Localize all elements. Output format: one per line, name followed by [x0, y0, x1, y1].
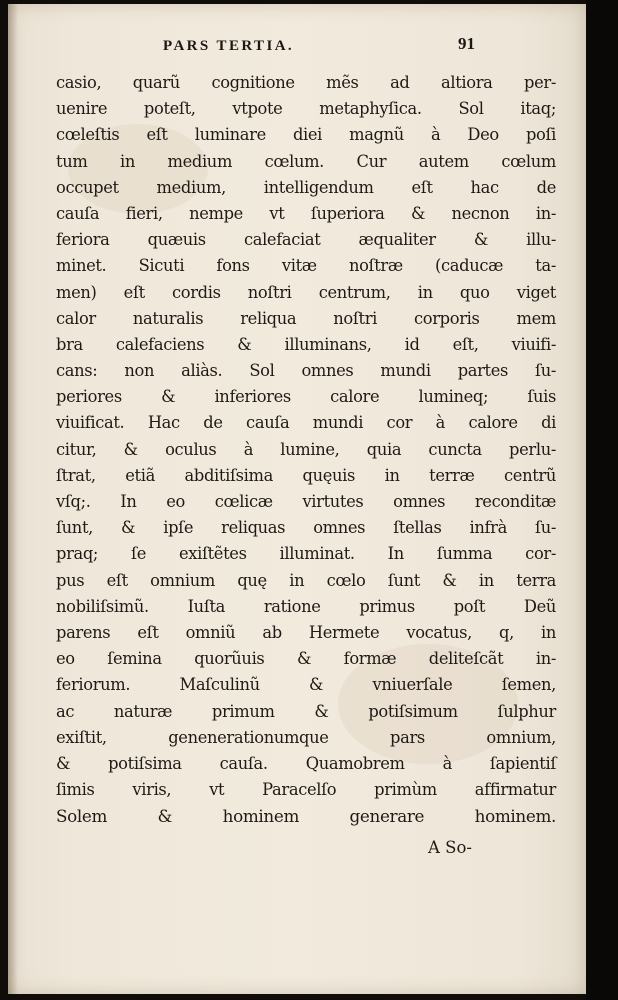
text-line: ſtrat, etiã abditiſsima quęuis in terræ centrũ: [56, 465, 556, 485]
text-line: minet. Sicuti fons vitæ noſtræ (caducæ ta-: [56, 256, 556, 276]
text-line: calor naturalis reliqua noſtri corporis mem: [56, 308, 556, 328]
text-line: eo ſemina quorũuis & formæ deliteſcãt in-: [56, 649, 556, 669]
text-line: & potiſsima cauſa. Quamobrem à ſapientiſ: [56, 753, 556, 773]
text-line: ac naturæ primum & potiſsimum ſulphur: [56, 701, 556, 721]
text-line: cœleſtis eſt luminare diei magnũ à Deo poſi: [56, 125, 556, 145]
body-text-block: [56, 70, 556, 829]
text-line: pus eſt omnium quę in cœlo ſunt & in terra: [56, 570, 556, 590]
page-number: 91: [458, 34, 475, 53]
page-sheet: [8, 4, 586, 994]
text-line: tum in medium cœlum. Cur autem cœlum: [56, 151, 556, 171]
text-line: nobiliſsimũ. Iuſta ratione primus poſt Deũ: [56, 596, 556, 616]
running-head: [8, 34, 586, 60]
catchword: A So-: [428, 838, 472, 857]
page-edge-dark: [586, 0, 618, 1000]
text-line: ſunt, & ipſe reliquas omnes ſtellas infrà ſu-: [56, 518, 556, 538]
running-title: PARS TERTIA.: [163, 38, 295, 54]
text-line: parens eſt omniũ ab Hermete vocatus, q, in: [56, 622, 556, 642]
text-line: viuificat. Hac de cauſa mundi cor à calore di: [56, 413, 556, 433]
text-line: vſq;. In eo cœlicæ virtutes omnes reconditæ: [56, 492, 556, 511]
text-line: casio, quarũ cognitione mẽs ad altiora per-: [56, 73, 556, 92]
text-line: uenire poteſt, vtpote metaphyſica. Sol itaq;: [56, 99, 556, 119]
text-line: citur, & oculus à lumine, quia cuncta perlu-: [56, 439, 556, 459]
text-line: periores & inferiores calore lumineq; ſuis: [56, 387, 556, 407]
text-line: occupet medium, intelligendum eſt hac de: [56, 177, 556, 197]
text-line: men) eſt cordis noſtri centrum, in quo viget: [56, 282, 556, 302]
text-line: cauſa fieri, nempe vt ſuperiora & necnon in-: [56, 203, 556, 223]
text-line: bra calefaciens & illuminans, id eſt, viuifi-: [56, 334, 556, 354]
text-line: exiſtit, genenerationumque pars omnium,: [56, 727, 556, 747]
text-line: ſimis viris, vt Paracelſo primùm affirmatur: [56, 780, 556, 800]
gutter-shadow: [8, 4, 18, 994]
text-line: feriora quæuis calefaciat æqualiter & illu-: [56, 230, 556, 250]
text-line: cans: non aliàs. Sol omnes mundi partes ſu-: [56, 361, 556, 381]
text-line: Solem & hominem generare hominem.: [56, 806, 556, 827]
text-line: feriorum. Maſculinũ & vniuerſale ſemen,: [56, 675, 556, 695]
text-line: praq; ſe exiſtẽtes illuminat. In ſumma cor-: [56, 544, 556, 564]
